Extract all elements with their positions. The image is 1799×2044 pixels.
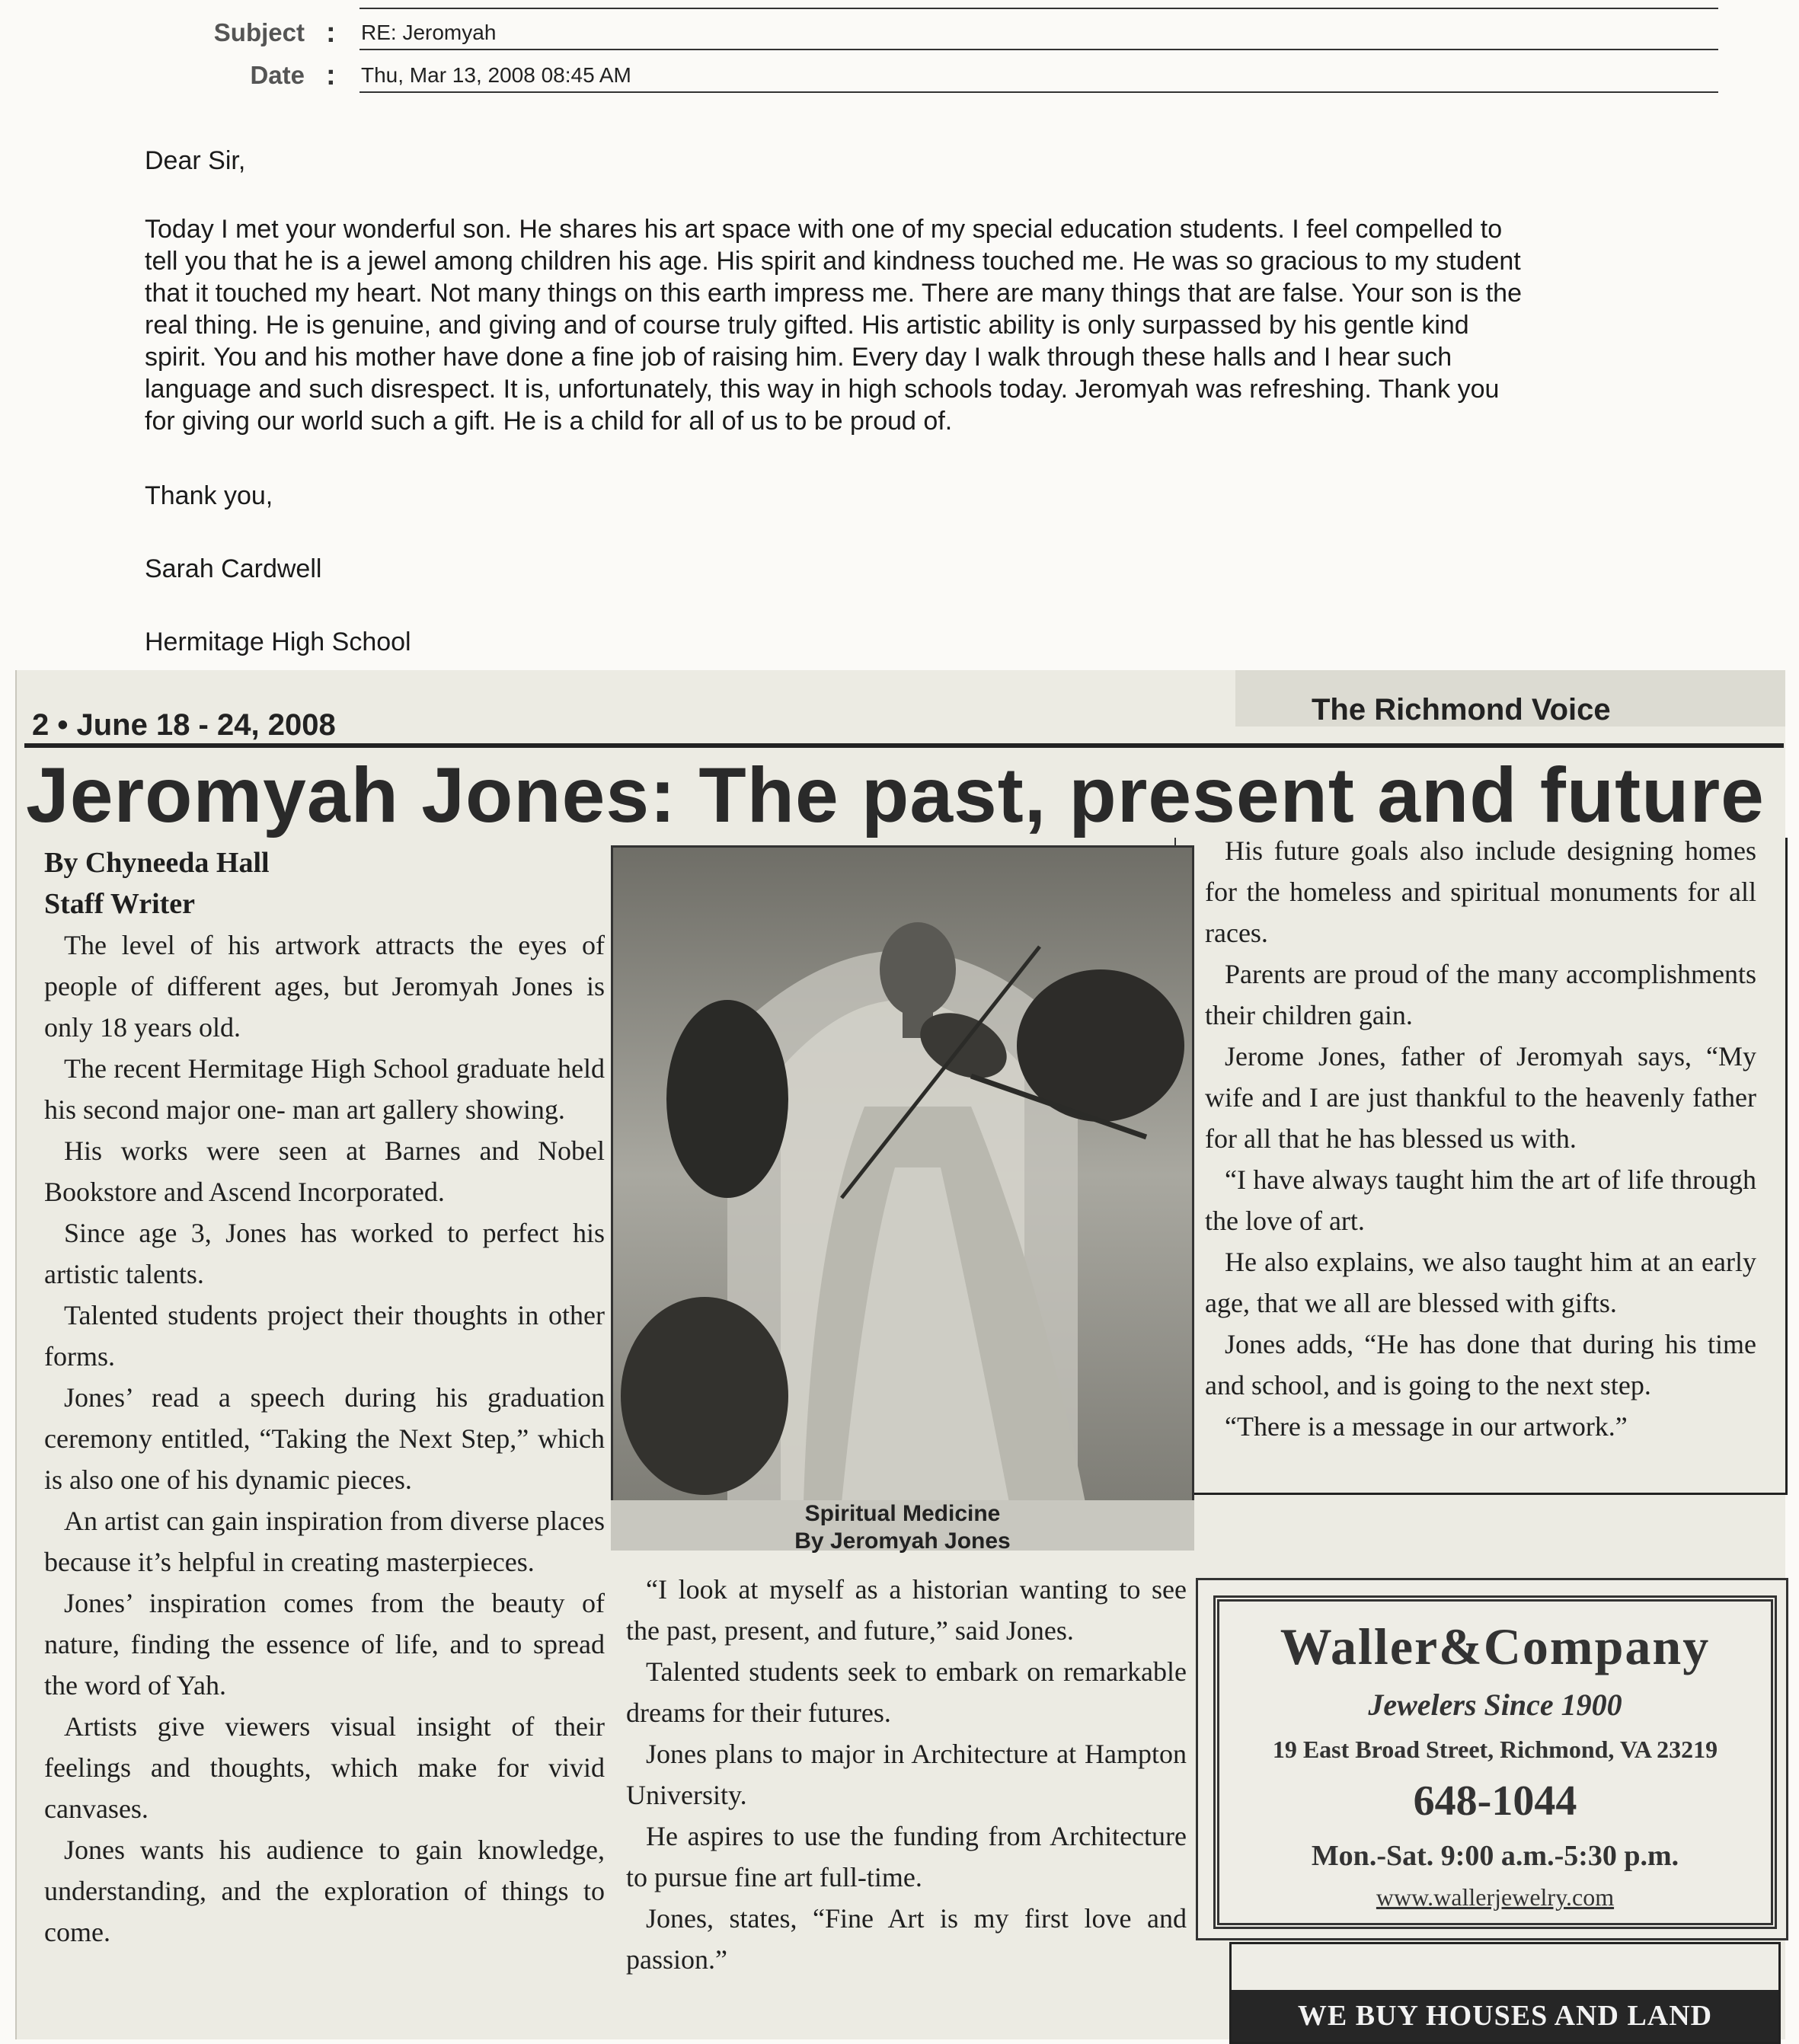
message-line: tell you that he is a jewel among children his age. His spirit and kindness touched me. He was so gracious to my student xyxy=(145,247,1521,276)
ad-company-name: Waller&Company xyxy=(1280,1618,1711,1675)
email-closing: Thank you, xyxy=(145,481,273,510)
article-paragraph: Jones adds, “He has done that during his time and school, and is going to the next step. xyxy=(1205,1329,1756,1400)
subject-label: Subject xyxy=(213,18,305,46)
painting-illustration xyxy=(613,848,1192,1503)
ad-hours: Mon.-Sat. 9:00 a.m.-5:30 p.m. xyxy=(1311,1840,1679,1872)
article-paragraph: Parents are proud of the many accomplishments their children gain. xyxy=(1205,959,1756,1030)
subject-rule xyxy=(359,49,1718,50)
ad2-banner: WE BUY HOUSES AND LAND xyxy=(1232,1990,1778,2042)
date-colon: : xyxy=(326,59,336,91)
message-line: Today I met your wonderful son. He shares his art space with one of my special education students. I feel compelled to xyxy=(145,215,1503,244)
caption-artist: By Jeromyah Jones xyxy=(794,1528,1011,1554)
email-message xyxy=(145,213,1729,437)
caption-title: Spiritual Medicine xyxy=(804,1501,1001,1526)
ad-tagline: Jewelers Since 1900 xyxy=(1368,1688,1622,1722)
article-middle-column xyxy=(626,1569,1187,1980)
article-left-column xyxy=(44,842,605,1953)
date-value: Thu, Mar 13, 2008 08:45 AM xyxy=(361,63,631,87)
subject-colon: : xyxy=(326,17,336,49)
message-line: for giving our world such a gift. He is a child for all of us to be proud of. xyxy=(145,407,953,436)
subject-row xyxy=(0,15,1799,58)
jeweler-advertisement xyxy=(1196,1578,1788,1940)
message-line: spirit. You and his mother have done a fine job of raising him. Every day I walk through these halls and I hear such xyxy=(145,343,1452,372)
article-paragraph: His future goals also include designing homes for the homeless and spiritual monuments for all races. xyxy=(1205,835,1756,948)
ad-address: 19 East Broad Street, Richmond, VA 23219 xyxy=(1272,1736,1718,1763)
date-row xyxy=(0,58,1799,101)
article-paragraph: Since age 3, Jones has worked to perfect his artistic talents. xyxy=(44,1218,605,1289)
photo-caption xyxy=(611,1500,1194,1554)
email-header xyxy=(0,0,1799,99)
message-line: real thing. He is genuine, and giving and of course truly gifted. His artistic ability is only surpassed by his gentle kind xyxy=(145,311,1469,340)
article-paragraph: “I have always taught him the art of life through the love of art. xyxy=(1205,1164,1756,1236)
article-paragraph: The recent Hermitage High School graduate held his second major one- man art gallery showing. xyxy=(44,1053,605,1125)
article-paragraph: Jerome Jones, father of Jeromyah says, “My wife and I are just thankful to the heavenly father for all that he has blessed us with. xyxy=(1205,1041,1756,1154)
article-paragraph: His works were seen at Barnes and Nobel Bookstore and Ascend Incorporated. xyxy=(44,1135,605,1207)
article-paragraph: Jones’ inspiration comes from the beauty of nature, finding the essence of life, and to spread the word of Yah. xyxy=(44,1588,605,1701)
article-headline: Jeromyah Jones: The past, present and future xyxy=(26,752,1765,838)
article-paragraph: Jones’ read a speech during his graduation ceremony entitled, “Taking the Next Step,” which is also one of his dynamic pieces. xyxy=(44,1382,605,1495)
article-paragraph: Talented students project their thoughts in other forms. xyxy=(44,1300,605,1372)
publication-name: The Richmond Voice xyxy=(1312,693,1611,727)
subject-value: RE: Jeromyah xyxy=(361,21,497,44)
email-signer: Sarah Cardwell xyxy=(145,554,322,583)
article-paragraph: An artist can gain inspiration from diverse places because it’s helpful in creating masterpieces. xyxy=(44,1506,605,1577)
houses-advertisement xyxy=(1229,1942,1781,2044)
byline-title: Staff Writer xyxy=(44,888,196,920)
ad-phone: 648-1044 xyxy=(1413,1777,1577,1825)
message-line: language and such disrespect. It is, unfortunately, this way in high schools today. Jeromyah was refreshing. Thank you xyxy=(145,375,1500,404)
ad-website: www.wallerjewelry.com xyxy=(1376,1883,1615,1911)
message-line: that it touched my heart. Not many things on this earth impress me. There are many things that are false. Your son is the xyxy=(145,279,1522,308)
issue-date-line: 2 • June 18 - 24, 2008 xyxy=(32,708,336,742)
date-label: Date xyxy=(250,61,305,89)
article-paragraph: He aspires to use the funding from Architecture to pursue fine art full-time. xyxy=(626,1821,1187,1892)
artwork-photo xyxy=(611,845,1194,1505)
article-paragraph: He also explains, we also taught him at an early age, that we all are blessed with gifts. xyxy=(1205,1247,1756,1318)
article-paragraph: Jones wants his audience to gain knowledge, understanding, and the exploration of things to come. xyxy=(44,1835,605,1947)
article-paragraph: Talented students seek to embark on remarkable dreams for their futures. xyxy=(626,1656,1187,1728)
header-rule xyxy=(359,8,1718,9)
masthead-rule xyxy=(24,743,1784,748)
email-greeting: Dear Sir, xyxy=(145,146,246,175)
date-rule xyxy=(359,91,1718,93)
article-paragraph: The level of his artwork attracts the eyes of people of different ages, but Jeromyah Jones is only 18 years old. xyxy=(44,930,605,1043)
article-right-column xyxy=(1205,830,1756,1447)
article-paragraph: Jones, states, “Fine Art is my first love and passion.” xyxy=(626,1903,1187,1975)
ad-frame xyxy=(1213,1595,1777,1929)
email-school: Hermitage High School xyxy=(145,628,411,656)
article-paragraph: “I look at myself as a historian wanting to see the past, present, and future,” said Jones. xyxy=(626,1574,1187,1646)
article-paragraph: Artists give viewers visual insight of their feelings and thoughts, which make for vivid canvases. xyxy=(44,1711,605,1824)
article-paragraph: Jones plans to major in Architecture at Hampton University. xyxy=(626,1739,1187,1810)
byline-name: By Chyneeda Hall xyxy=(44,847,270,879)
article-paragraph: “There is a message in our artwork.” xyxy=(1225,1411,1628,1442)
newspaper-clipping xyxy=(15,670,1785,2039)
